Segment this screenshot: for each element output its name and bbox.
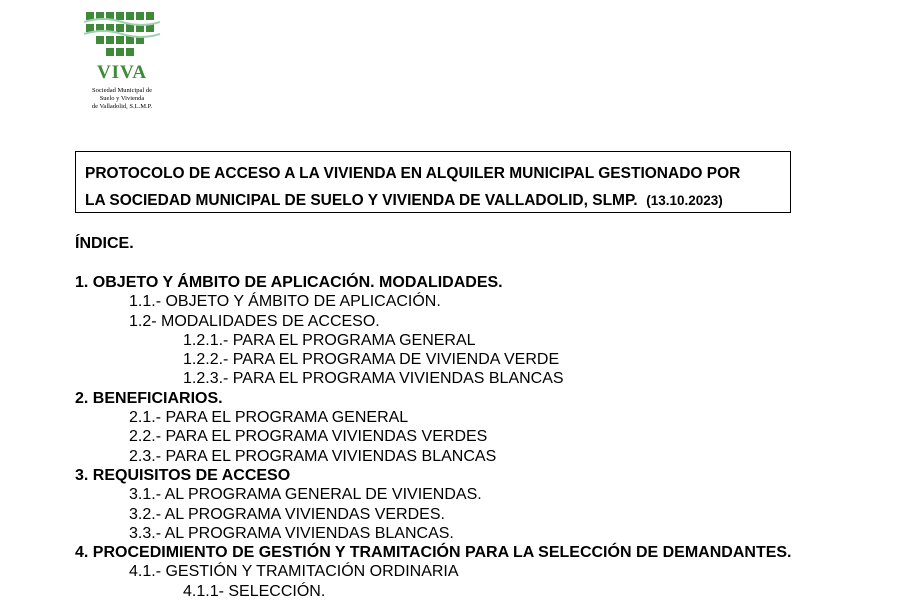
toc-entry[interactable]: 4.1.- GESTIÓN Y TRAMITACIÓN ORDINARIA: [129, 563, 459, 581]
document-title-box: [75, 151, 791, 213]
toc-entry[interactable]: 1.1.- OBJETO Y ÁMBITO DE APLICACIÓN.: [129, 293, 441, 311]
table-of-contents: [75, 273, 895, 601]
logo-subtitle-line: Suelo y Vivienda: [99, 95, 145, 102]
toc-entry[interactable]: 1.2.2.- PARA EL PROGRAMA DE VIVIENDA VERDE: [183, 351, 560, 369]
viva-logo: [84, 10, 160, 111]
toc-entry[interactable]: 2.1.- PARA EL PROGRAMA GENERAL: [129, 409, 409, 427]
toc-entry[interactable]: 4. PROCEDIMIENTO DE GESTIÓN Y TRAMITACIÓN PARA LA SELECCIÓN DE DEMANDANTES.: [75, 544, 792, 562]
logo-name: VIVA: [96, 62, 148, 83]
viva-logo-grid-icon: [84, 10, 160, 60]
title-date: (13.10.2023): [646, 193, 723, 208]
toc-entry[interactable]: 1.2.3.- PARA EL PROGRAMA VIVIENDAS BLANCAS: [183, 370, 564, 388]
toc-entry[interactable]: 4.1.1- SELECCIÓN.: [183, 582, 326, 600]
title-line-1: PROTOCOLO DE ACCESO A LA VIVIENDA EN ALQUILER MUNICIPAL GESTIONADO POR: [85, 165, 741, 182]
toc-entry[interactable]: 3.2.- AL PROGRAMA VIVIENDAS VERDES.: [129, 505, 445, 523]
toc-entry[interactable]: 1.2.1.- PARA EL PROGRAMA GENERAL: [183, 331, 476, 349]
toc-entry[interactable]: 1.2- MODALIDADES DE ACCESO.: [129, 312, 380, 330]
toc-entry[interactable]: 3.1.- AL PROGRAMA GENERAL DE VIVIENDAS.: [129, 486, 482, 504]
index-heading: ÍNDICE.: [75, 235, 134, 252]
toc-entry[interactable]: 2.3.- PARA EL PROGRAMA VIVIENDAS BLANCAS: [129, 447, 497, 465]
toc-entry[interactable]: 3.3.- AL PROGRAMA VIVIENDAS BLANCAS.: [129, 524, 454, 542]
toc-entry[interactable]: 1. OBJETO Y ÁMBITO DE APLICACIÓN. MODALIDADES.: [75, 274, 503, 291]
title-line-2-text: LA SOCIEDAD MUNICIPAL DE SUELO Y VIVIENDA DE VALLADOLID, SLMP.: [85, 192, 638, 209]
title-line-2: [85, 187, 790, 214]
toc-entry[interactable]: 3. REQUISITOS DE ACCESO: [75, 466, 291, 484]
toc-entry[interactable]: 2. BENEFICIARIOS.: [75, 389, 223, 407]
logo-subtitle-line: Sociedad Municipal de: [92, 87, 152, 94]
logo-subtitle-line: de Valladolid, S.L.M.P.: [91, 103, 153, 110]
logo-subtitle: [84, 87, 160, 111]
toc-entry[interactable]: 2.2.- PARA EL PROGRAMA VIVIENDAS VERDES: [129, 428, 488, 446]
